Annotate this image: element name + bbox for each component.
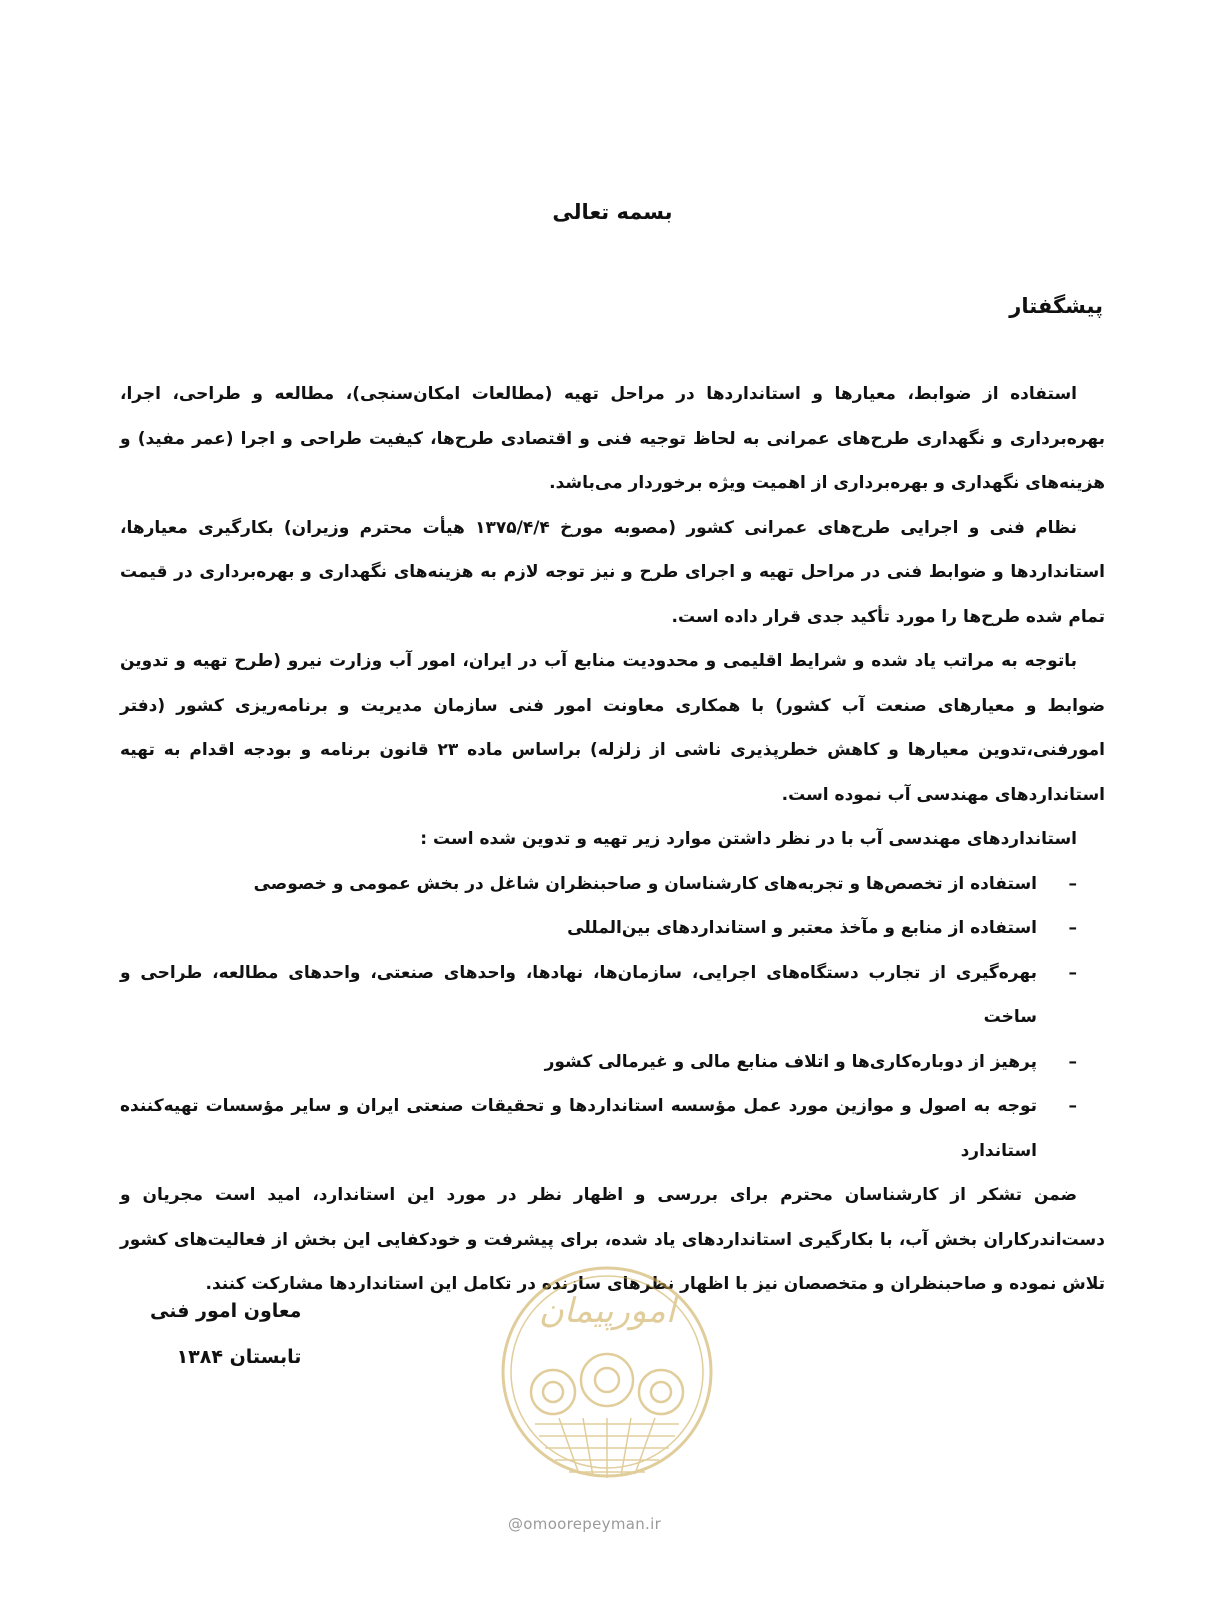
list-item <box>120 1084 1077 1173</box>
list-item-text: استفاده از تخصص‌ها و تجربه‌های کارشناسان و صاحبنظران شاغل در بخش عمومی و خصوصی <box>253 873 1037 894</box>
list-item-text: پرهیز از دوباره‌کاری‌ها و اتلاف منابع مالی و غیرمالی کشور <box>544 1051 1037 1072</box>
paragraph: باتوجه به مراتب یاد شده و شرایط اقلیمی و محدودیت منابع آب در ایران، امور آب وزارت نیرو (طرح تهیه و تدوین ضوابط و معیارهای صنعت آب کشور) با همکاری معاونت امور فنی سازمان مدیریت و برنامه‌ریزی کشور (دفتر امورفنی،تدوین معیارها و کاهش خطرپذیری ناشی از زلزله) براساس ماده ۲۳ قانون برنامه و بودجه اقدام به تهیه استانداردهای مهندسی آب نموده است. <box>120 651 1105 805</box>
list-item <box>120 951 1077 1040</box>
list-item-text: توجه به اصول و موازین مورد عمل مؤسسه استانداردها و تحقیقات صنعتی ایران و سایر مؤسسات تهیه‌کننده استاندارد <box>120 1096 1037 1161</box>
page-heading: بسمه تعالی <box>552 200 673 224</box>
list-item-text: بهره‌گیری از تجارب دستگاه‌های اجرایی، سازمان‌ها، نهادها، واحدهای صنعتی، واحدهای مطالعه، طراحی و ساخت <box>120 962 1037 1027</box>
document-body <box>120 372 1105 1307</box>
signature-block <box>150 1288 301 1380</box>
list-marker: – <box>1068 1096 1077 1116</box>
seal-lettering: امورپیمان <box>538 1291 676 1331</box>
paragraph: استفاده از ضوابط، معیارها و استانداردها در مراحل تهیه (مطالعات امکان‌سنجی)، مطالعه و طراحی، اجرا، بهره‌برداری و نگهداری طرح‌های عمرانی به لحاظ توجیه فنی و اقتصادی طرح‌ها، کیفیت طراحی و اجرا (عمر مفید) و هزینه‌های نگهداری و بهره‌برداری از اهمیت ویژه برخوردار می‌باشد. <box>120 384 1105 493</box>
list-item <box>120 906 1077 951</box>
paragraph: نظام فنی و اجرایی طرح‌های عمرانی کشور (مصوبه مورخ ۱۳۷۵/۴/۴ هیأت محترم وزیران) بکارگیری معیارها، استانداردها و ضوابط فنی در مراحل تهیه و اجرای طرح و نیز توجه لازم به هزینه‌های نگهداری و بهره‌برداری در قیمت تمام شده طرح‌ها را مورد تأکید جدی قرار داده است. <box>120 517 1105 627</box>
signature-title: معاون امور فنی <box>150 1300 302 1322</box>
closing-paragraph: ضمن تشکر از کارشناسان محترم برای بررسی و اظهار نظر در مورد این استاندارد، امید است مجریان و دست‌اندرکاران بخش آب، با بکارگیری استانداردهای یاد شده، برای پیشرفت و خودکفایی این بخش از فعالیت‌های کشور تلاش نموده و صاحبنظران و متخصصان نیز با اظهار نظرهای سازنده در تکامل این استانداردها مشارکت کنند. <box>120 1185 1105 1294</box>
section-title: پیشگفتار <box>1009 294 1103 318</box>
paragraph: استانداردهای مهندسی آب با در نظر داشتن موارد زیر تهیه و تدوین شده است : <box>420 829 1077 849</box>
watermark-seal-icon <box>495 1252 720 1512</box>
list-marker: – <box>1068 1051 1077 1072</box>
considerations-list <box>120 862 1105 1174</box>
list-item <box>120 862 1077 907</box>
list-item-text: استفاده از منابع و مآخذ معتبر و استانداردهای بین‌المللی <box>567 918 1037 938</box>
list-marker: – <box>1068 918 1077 938</box>
signature-date: تابستان ۱۳۸۴ <box>176 1346 302 1368</box>
website-url: @omoorepeyman.ir <box>508 1515 662 1533</box>
list-marker: – <box>1068 873 1077 894</box>
list-marker: – <box>1068 962 1077 983</box>
list-item <box>120 1040 1077 1085</box>
